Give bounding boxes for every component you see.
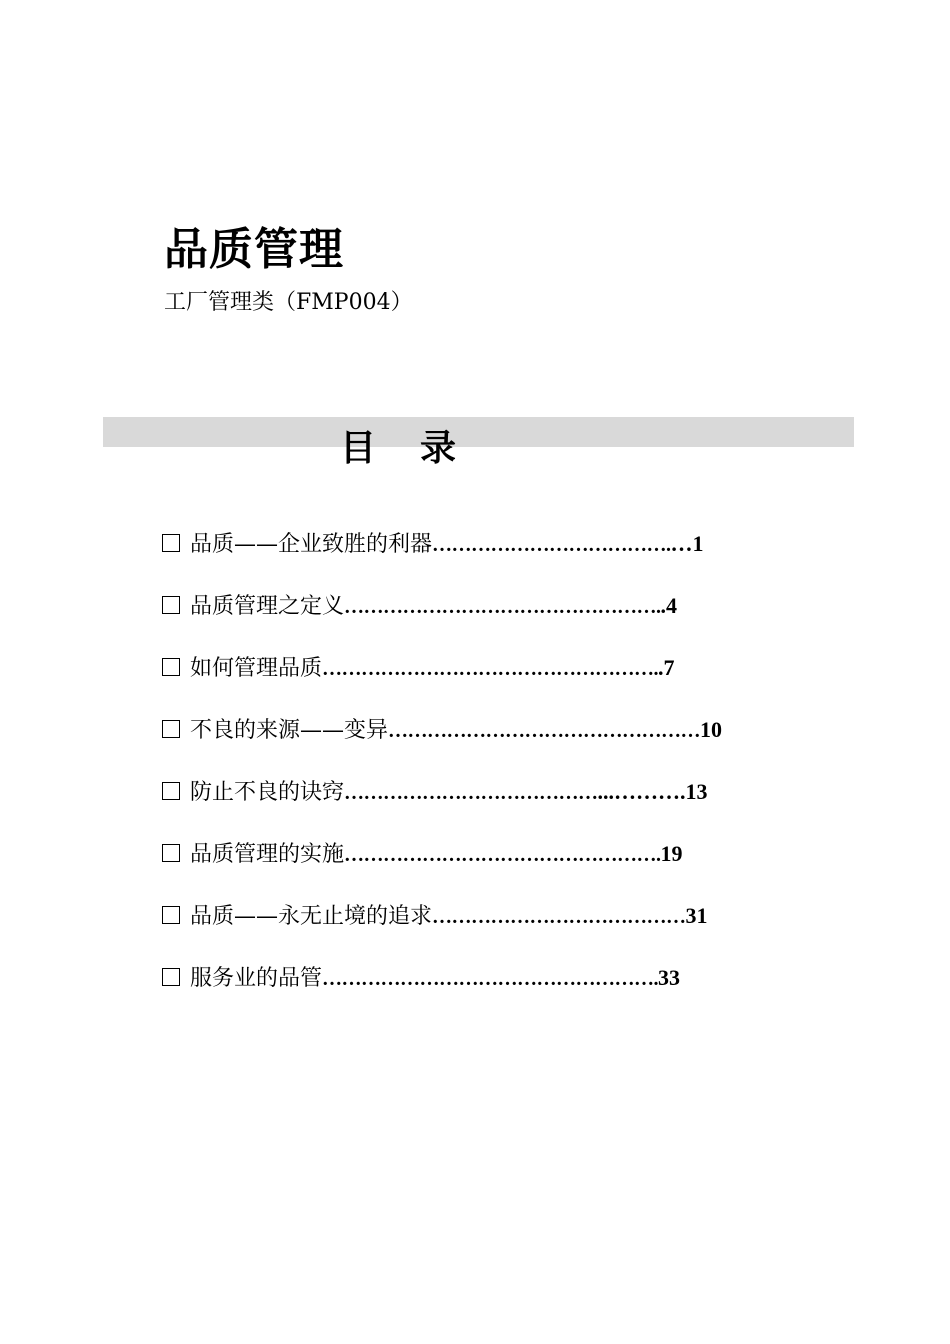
toc-item-page: 31 xyxy=(685,903,708,928)
toc-item-title: 服务业的品管 xyxy=(190,966,323,991)
toc-item-page: …1 xyxy=(670,531,704,556)
checkbox-icon xyxy=(162,596,180,614)
checkbox-icon xyxy=(162,534,180,552)
toc-item-title: 防止不良的诀窍 xyxy=(190,780,345,805)
toc-item-leader: ………………………………… xyxy=(344,782,598,804)
toc-list xyxy=(162,526,722,1022)
checkbox-icon xyxy=(162,658,180,676)
toc-item-title: 品质管理的实施 xyxy=(190,842,345,867)
toc-item-page: .4 xyxy=(660,593,678,618)
toc-item-leader: …………………………………………. xyxy=(344,844,661,866)
checkbox-icon xyxy=(162,844,180,862)
toc-item[interactable] xyxy=(162,588,722,650)
toc-item-page: 10 xyxy=(700,717,723,742)
checkbox-icon xyxy=(162,720,180,738)
toc-item[interactable] xyxy=(162,836,722,898)
toc-item[interactable] xyxy=(162,898,722,960)
toc-item-title: 品质——企业致胜的利器 xyxy=(190,532,433,557)
toc-item-title: 不良的来源——变异 xyxy=(190,718,389,743)
toc-item-leader: ………………………………… xyxy=(432,906,686,928)
toc-item[interactable] xyxy=(162,650,722,712)
toc-item[interactable] xyxy=(162,960,722,1022)
document-title: 品质管理 xyxy=(164,224,344,275)
toc-item-leader: ………………………………. xyxy=(432,534,671,556)
toc-item-title: 品质管理之定义 xyxy=(190,594,345,619)
toc-item-leader: …………………………………………. xyxy=(344,596,661,618)
toc-item[interactable] xyxy=(162,712,722,774)
toc-item-page: .7 xyxy=(658,655,675,680)
checkbox-icon xyxy=(162,968,180,986)
toc-item-page: 33 xyxy=(658,965,681,990)
toc-item-page: ...……….13 xyxy=(597,779,708,804)
toc-item-title: 如何管理品质 xyxy=(190,656,323,681)
checkbox-icon xyxy=(162,782,180,800)
toc-item-leader: ………………………………………… xyxy=(388,720,701,742)
toc-item-title: 品质——永无止境的追求 xyxy=(190,904,433,929)
toc-item-leader: ……………………………………………. xyxy=(322,968,659,990)
checkbox-icon xyxy=(162,906,180,924)
toc-item-leader: ……………………………………………. xyxy=(322,658,659,680)
document-subtitle: 工厂管理类（FMP004） xyxy=(164,290,413,315)
toc-heading: 目录 xyxy=(340,427,501,469)
toc-item-page: 19 xyxy=(660,841,683,866)
toc-item[interactable] xyxy=(162,526,722,588)
toc-item[interactable] xyxy=(162,774,722,836)
